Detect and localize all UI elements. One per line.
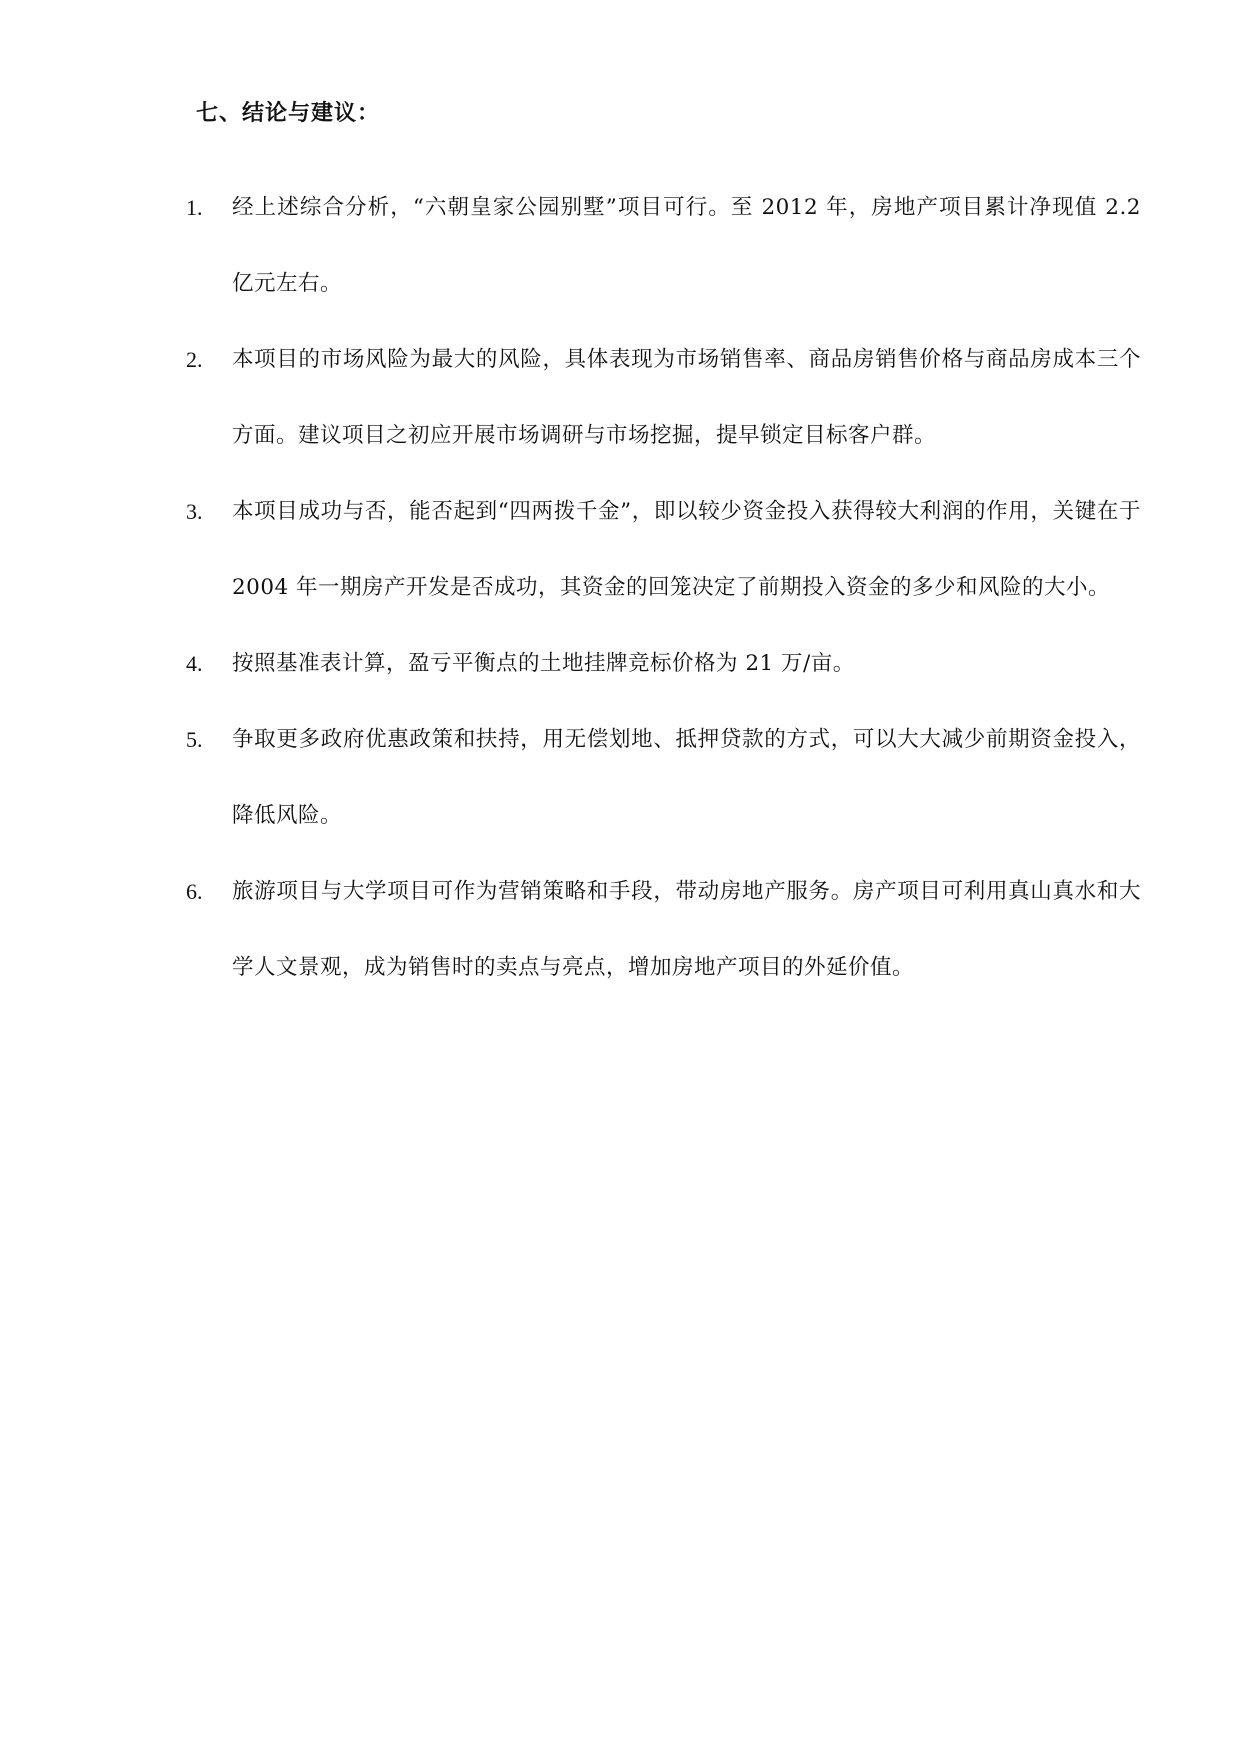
- list-item-text: 本项目成功与否，能否起到“四两拨千金”，即以较少资金投入获得较大利润的作用，关键在于 2004 年一期房产开发是否成功，其资金的回笼决定了前期投入资金的多少和风险的大小。: [232, 499, 1141, 600]
- list-item-text: 按照基准表计算，盈亏平衡点的土地挂牌竞标价格为 21 万/亩。: [232, 651, 855, 676]
- list-item-number: 5.: [186, 727, 203, 752]
- conclusion-list: [186, 170, 1141, 1006]
- list-item-number: 1.: [186, 195, 203, 220]
- list-item: [186, 702, 1141, 854]
- list-item-number: 6.: [186, 879, 203, 904]
- list-item: [186, 626, 1141, 702]
- list-item: [186, 170, 1141, 322]
- list-item-text: 本项目的市场风险为最大的风险，具体表现为市场销售率、商品房销售价格与商品房成本三个方面。建议项目之初应开展市场调研与市场挖掘，提早锁定目标客户群。: [232, 347, 1141, 448]
- section-heading: 七、结论与建议：: [196, 101, 381, 126]
- list-item-text: 经上述综合分析，“六朝皇家公园别墅”项目可行。至 2012 年，房地产项目累计净现值 2.2 亿元左右。: [232, 195, 1141, 296]
- list-item-number: 2.: [186, 347, 203, 372]
- list-item: [186, 474, 1141, 626]
- list-item: [186, 854, 1141, 1006]
- list-item-number: 3.: [186, 499, 203, 524]
- list-item: [186, 322, 1141, 474]
- list-item-text: 旅游项目与大学项目可作为营销策略和手段，带动房地产服务。房产项目可利用真山真水和大学人文景观，成为销售时的卖点与亮点，增加房地产项目的外延价值。: [232, 879, 1141, 980]
- list-item-text: 争取更多政府优惠政策和扶持，用无偿划地、抵押贷款的方式，可以大大减少前期资金投入，降低风险。: [232, 727, 1141, 828]
- list-item-number: 4.: [186, 651, 203, 676]
